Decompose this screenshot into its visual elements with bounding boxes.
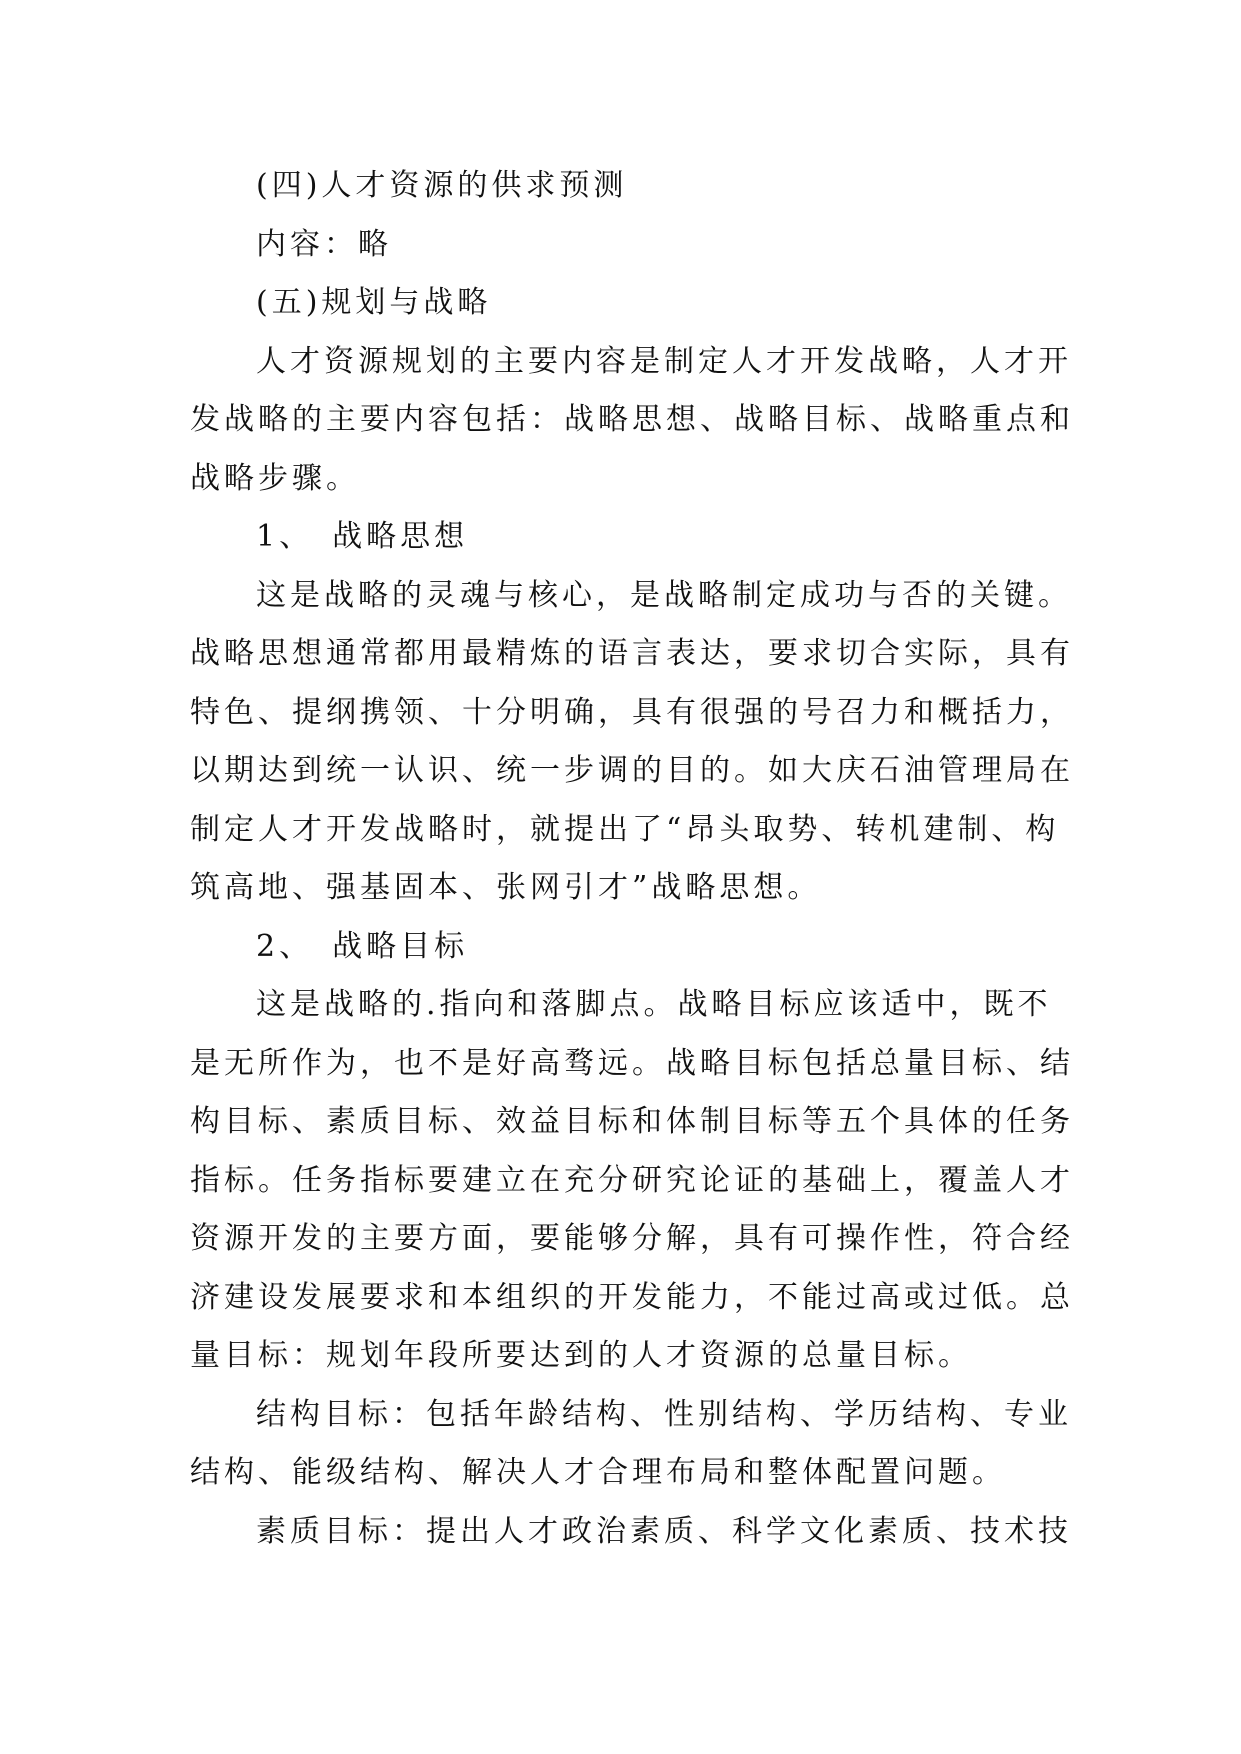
paragraph-line: 以期达到统一认识、统一步调的目的。如大庆石油管理局在	[190, 753, 1074, 788]
paragraph-line: 这是战略的.指向和落脚点。战略目标应该适中，既不	[256, 987, 1052, 1022]
paragraph-line: 量目标：规划年段所要达到的人才资源的总量目标。	[190, 1338, 972, 1373]
paragraph-line: 济建设发展要求和本组织的开发能力，不能过高或过低。总	[190, 1279, 1074, 1315]
paragraph-line: 结构目标：包括年龄结构、性别结构、学历结构、专业	[256, 1396, 1072, 1432]
section-heading-planning-strategy: (五)规划与战略	[256, 285, 492, 320]
paragraph-line: 战略步骤。	[190, 460, 360, 496]
paragraph-line: 指标。任务指标要建立在充分研究论证的基础上，覆盖人才	[190, 1162, 1074, 1198]
numbered-heading-strategy-goal: 2、 战略目标	[256, 928, 469, 964]
paragraph-line: 特色、提纲携领、十分明确，具有很强的号召力和概括力，	[190, 694, 1074, 730]
paragraph-line: 制定人才开发战略时，就提出了“昂头取势、转机建制、构	[190, 811, 1060, 847]
paragraph-line: 构目标、素质目标、效益目标和体制目标等五个具体的任务	[190, 1104, 1074, 1139]
paragraph-line: 发战略的主要内容包括：战略思想、战略目标、战略重点和	[190, 402, 1074, 437]
numbered-heading-strategy-thought: 1、 战略思想	[256, 519, 469, 554]
section-heading-supply-demand: (四)人才资源的供求预测	[256, 168, 628, 203]
paragraph-line: 战略思想通常都用最精炼的语言表达，要求切合实际，具有	[190, 636, 1074, 671]
content-note: 内容：略	[256, 226, 392, 262]
paragraph-line: 筑高地、强基固本、张网引才”战略思想。	[190, 870, 822, 905]
paragraph-line: 这是战略的灵魂与核心，是战略制定成功与否的关键。	[256, 577, 1072, 613]
paragraph-line: 素质目标：提出人才政治素质、科学文化素质、技术技	[256, 1513, 1072, 1549]
paragraph-line: 人才资源规划的主要内容是制定人才开发战略，人才开	[256, 343, 1072, 379]
paragraph-line: 是无所作为，也不是好高骛远。战略目标包括总量目标、结	[190, 1045, 1074, 1081]
paragraph-line: 资源开发的主要方面，要能够分解，具有可操作性，符合经	[190, 1221, 1074, 1256]
paragraph-line: 结构、能级结构、解决人才合理布局和整体配置问题。	[190, 1455, 1006, 1490]
document-body	[190, 157, 1074, 1561]
